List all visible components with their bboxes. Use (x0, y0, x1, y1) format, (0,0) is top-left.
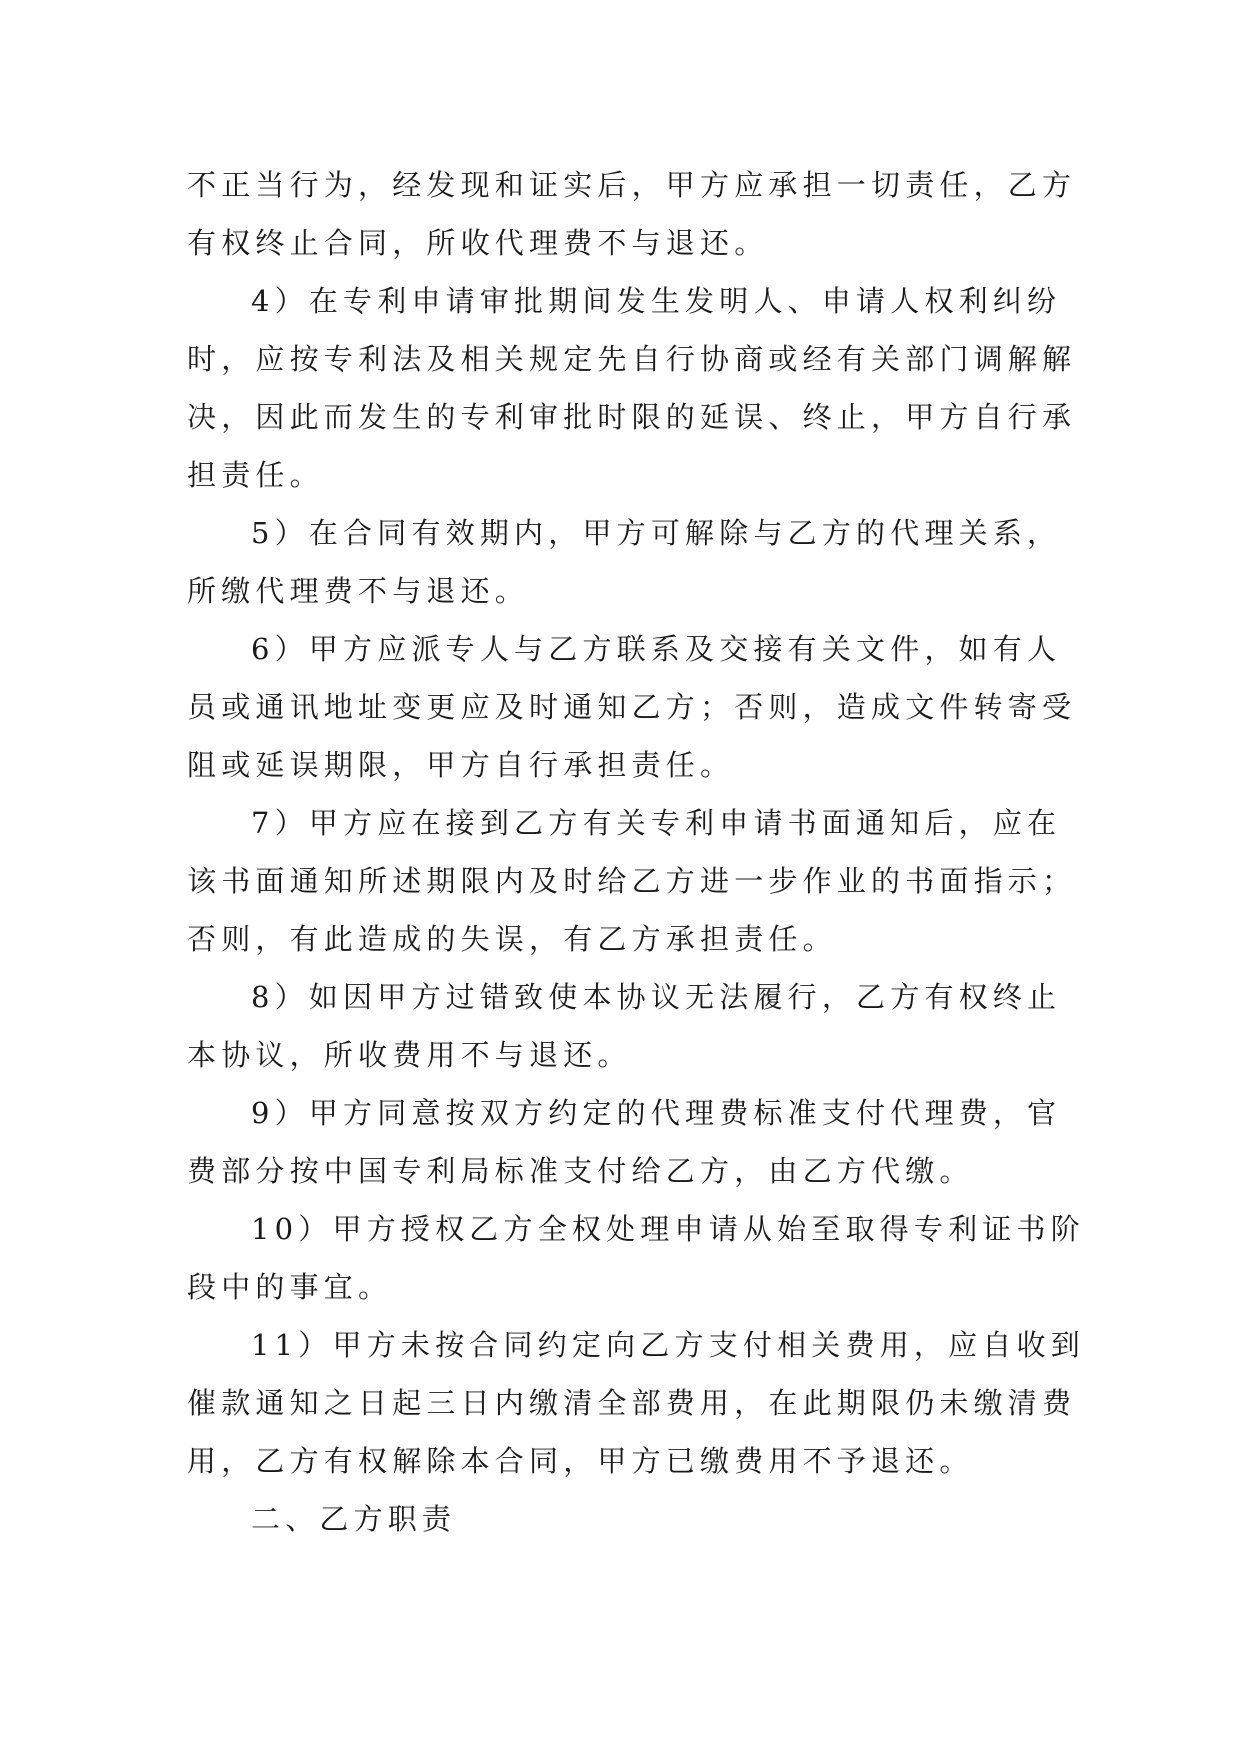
section-heading: 二、乙方职责 (251, 1502, 457, 1536)
text-line: 段中的事宜。 (187, 1270, 393, 1304)
document-body (187, 156, 1085, 1548)
paragraph-start-line: 5）在合同有效期内，甲方可解除与乙方的代理关系， (251, 516, 1062, 550)
text-line: 否则，有此造成的失误，有乙方承担责任。 (187, 922, 837, 956)
text-line: 阻或延误期限，甲方自行承担责任。 (187, 748, 735, 782)
text-line: 费部分按中国专利局标准支付给乙方，由乙方代缴。 (187, 1154, 974, 1188)
text-line: 该书面通知所述期限内及时给乙方进一步作业的书面指示； (187, 864, 1077, 898)
text-line: 有权终止合同，所收代理费不与退还。 (187, 226, 769, 260)
paragraph-start-line: 6）甲方应派专人与乙方联系及交接有关文件，如有人 (251, 632, 1062, 666)
paragraph-start-line: 8）如因甲方过错致使本协议无法履行，乙方有权终止 (251, 980, 1062, 1014)
text-line: 不正当行为，经发现和证实后，甲方应承担一切责任，乙方 (187, 168, 1077, 202)
paragraph-start-line: 7）甲方应在接到乙方有关专利申请书面通知后，应在 (251, 806, 1062, 840)
text-line: 决，因此而发生的专利审批时限的延误、终止，甲方自行承 (187, 400, 1077, 434)
text-line: 担责任。 (187, 458, 324, 492)
text-line: 本协议，所收费用不与退还。 (187, 1038, 632, 1072)
text-line: 时，应按专利法及相关规定先自行协商或经有关部门调解解 (187, 342, 1077, 376)
paragraph-start-line: 4）在专利申请审批期间发生发明人、申请人权利纠纷 (251, 284, 1062, 318)
paragraph-start-line: 11）甲方未按合同约定向乙方支付相关费用，应自收到 (251, 1328, 1085, 1362)
text-line: 催款通知之日起三日内缴清全部费用，在此期限仍未缴清费 (187, 1386, 1077, 1420)
text-line: 员或通讯地址变更应及时通知乙方；否则，造成文件转寄受 (187, 690, 1077, 724)
paragraph-start-line: 10）甲方授权乙方全权处理申请从始至取得专利证书阶 (251, 1212, 1085, 1246)
text-line: 所缴代理费不与退还。 (187, 574, 530, 608)
paragraph-start-line: 9）甲方同意按双方约定的代理费标准支付代理费，官 (251, 1096, 1062, 1130)
text-line: 用，乙方有权解除本合同，甲方已缴费用不予退还。 (187, 1444, 974, 1478)
